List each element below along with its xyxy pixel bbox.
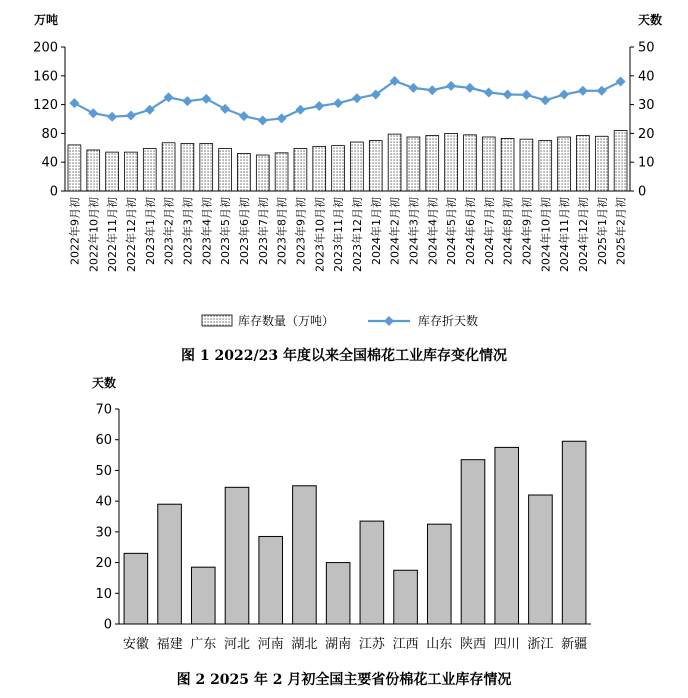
days-point [258,115,268,125]
x-tick-label: 2024年11月初 [558,197,572,272]
x-tick-label: 2024年4月初 [426,197,440,265]
x-tick-label: 2022年9月初 [68,197,82,265]
x-tick-label: 2025年2月初 [614,197,628,265]
inventory-bar [313,146,326,191]
province-bar [360,521,384,624]
days-point [182,96,192,106]
x-tick-label: 2023年7月初 [256,197,270,265]
days-point [427,85,437,95]
x-tick-label: 2024年2月初 [388,197,402,265]
x-tick-label: 2022年11月初 [106,197,120,272]
y-tick-label: 70 [95,402,112,418]
inventory-bar [351,142,364,191]
x-tick-label: 浙江 [527,637,554,652]
right-tick-label: 20 [638,126,655,142]
figure-1-caption: 图 1 2022/23 年度以来全国棉花工业库存变化情况 [181,348,507,364]
inventory-bar [125,152,138,191]
province-bar [124,553,148,624]
days-point [333,98,343,108]
inventory-bar [577,136,590,191]
legend-bar-swatch [202,315,232,326]
left-tick-label: 0 [49,184,58,200]
y-tick-label: 50 [95,463,112,479]
right-tick-label: 40 [638,69,655,85]
x-tick-label: 河南 [257,637,284,652]
inventory-bar [464,135,477,191]
inventory-bar [106,152,119,191]
x-tick-label: 2024年12月初 [576,197,590,272]
x-tick-label: 2024年10月初 [539,197,553,272]
province-bar [529,495,553,624]
x-tick-label: 广东 [190,637,217,652]
y-unit-label: 天数 [92,376,117,390]
right-tick-label: 30 [638,98,655,114]
inventory-bar [219,149,232,191]
inventory-bar [143,149,156,191]
days-point [597,86,607,96]
x-tick-label: 2023年8月初 [275,197,289,265]
left-tick-label: 40 [41,155,58,171]
x-tick-label: 2023年6月初 [237,197,251,265]
x-tick-label: 河北 [223,637,251,652]
inventory-bar [614,131,627,191]
days-point [239,111,249,121]
x-tick-label: 2023年10月初 [313,197,327,272]
province-bar [394,570,418,624]
province-bar [259,536,283,624]
x-tick-label: 2024年8月初 [501,197,515,266]
days-point [107,112,117,122]
x-tick-label: 2023年1月初 [143,197,157,265]
inventory-bar [238,154,251,191]
left-tick-label: 200 [33,40,58,56]
right-tick-label: 50 [638,40,655,56]
y-tick-label: 0 [103,617,112,633]
days-point [352,93,362,103]
inventory-bar [87,150,100,191]
inventory-bar [501,138,514,191]
days-point [465,83,475,93]
left-tick-label: 80 [41,126,58,142]
days-point [314,101,324,111]
x-tick-label: 2023年9月初 [294,197,308,265]
x-tick-label: 2024年1月初 [369,197,383,265]
x-tick-label: 2022年12月初 [124,197,138,272]
x-tick-label: 山东 [426,637,453,652]
inventory-bar [332,146,345,191]
x-tick-label: 2023年12月初 [350,197,364,272]
days-line [74,81,620,120]
days-point [446,81,456,91]
legend-bar-label: 库存数量（万吨） [238,314,335,328]
days-point [559,90,569,100]
inventory-bar [200,143,213,191]
x-tick-label: 福建 [156,637,183,652]
days-point [126,111,136,121]
province-bar [225,487,249,624]
legend-line-marker [384,316,394,326]
province-bar [158,504,182,624]
chart-province-inventory [92,375,591,688]
right-unit-label: 天数 [638,13,663,27]
x-tick-label: 2023年5月初 [219,196,233,265]
inventory-bar [539,141,552,191]
days-point [616,77,626,87]
province-bar [191,567,215,624]
y-tick-label: 20 [95,556,112,572]
inventory-bar [369,141,382,191]
legend-line-label: 库存折天数 [418,314,479,328]
x-tick-label: 新疆 [561,637,588,652]
inventory-bar [558,137,571,191]
right-tick-label: 0 [638,184,647,200]
x-tick-label: 湖北 [291,637,318,652]
x-tick-label: 2023年11月初 [332,197,346,272]
figure-2-caption: 图 2 2025 年 2 月初全国主要省份棉花工业库存情况 [176,672,512,688]
inventory-bar [162,143,175,191]
inventory-bar [275,153,288,191]
inventory-bar [181,143,194,191]
x-tick-label: 江西 [392,637,419,652]
left-tick-label: 160 [33,69,58,85]
days-point [503,90,513,100]
province-bar [326,563,350,624]
x-tick-label: 2024年7月初 [482,197,496,265]
inventory-bar [595,136,608,191]
province-bar [461,460,485,624]
inventory-bar [256,155,269,191]
province-bar [293,486,317,624]
y-tick-label: 60 [95,433,112,449]
days-point [277,113,287,123]
province-bar [562,441,586,624]
inventory-bar [482,137,495,191]
inventory-bar [407,137,420,191]
inventory-bar [445,133,458,191]
right-tick-label: 10 [638,155,655,171]
days-point [521,90,531,100]
x-tick-label: 2024年6月初 [463,196,477,265]
province-bar [495,447,519,624]
left-tick-label: 120 [33,98,58,114]
inventory-bar [294,149,307,191]
x-tick-label: 2023年4月初 [200,197,214,265]
days-point [295,105,305,115]
x-tick-label: 湖南 [325,637,352,652]
inventory-bar [426,136,439,191]
x-tick-label: 2023年2月初 [162,197,176,265]
x-tick-label: 2025年1月初 [595,197,609,265]
x-tick-label: 陕西 [459,637,487,652]
x-tick-label: 2023年3月初 [181,197,195,265]
x-tick-label: 四川 [493,637,520,652]
days-point [201,94,211,104]
days-point [578,86,588,96]
y-tick-label: 30 [95,525,112,541]
x-tick-label: 2024年9月初 [520,197,534,265]
x-tick-label: 2024年3月初 [407,197,421,265]
days-point [408,83,418,93]
days-point [69,98,79,108]
inventory-bar [388,134,401,191]
province-bar [427,524,451,624]
chart-inventory-trend [33,12,662,364]
x-tick-label: 江苏 [358,637,385,652]
left-unit-label: 万吨 [34,13,59,27]
y-tick-label: 10 [95,586,112,602]
x-tick-label: 2024年5月初 [445,197,459,266]
y-tick-label: 40 [95,494,112,510]
days-point [540,95,550,105]
days-point [484,88,494,98]
inventory-bar [520,139,533,191]
inventory-bar [68,145,81,191]
x-tick-label: 安徽 [122,637,149,652]
x-tick-label: 2022年10月初 [87,197,101,272]
days-point [220,104,230,114]
days-point [88,108,98,118]
